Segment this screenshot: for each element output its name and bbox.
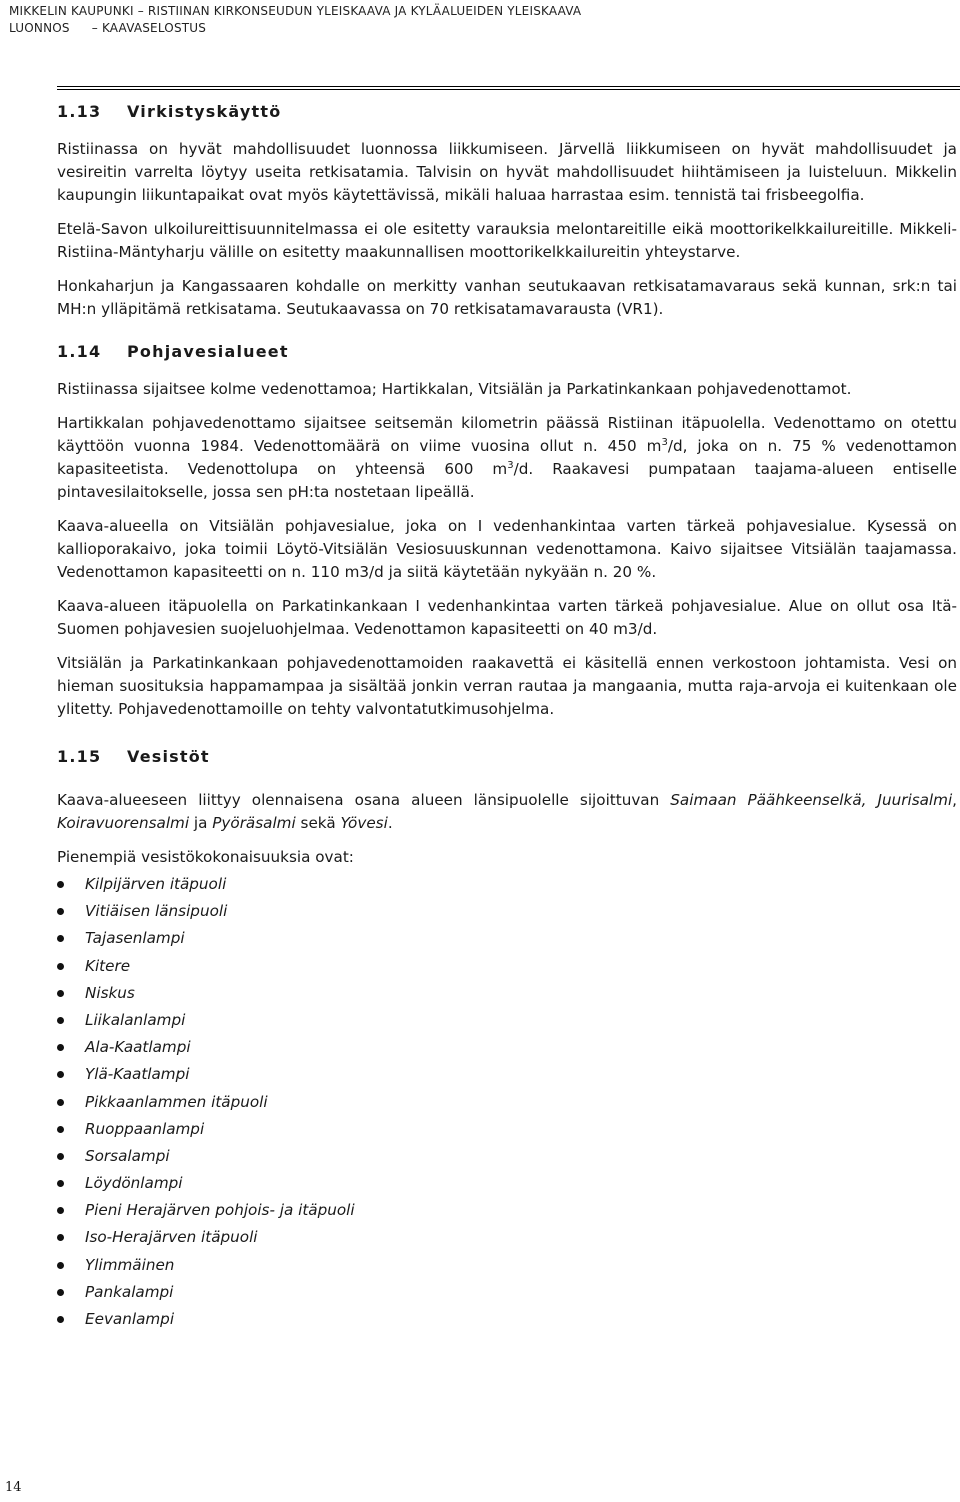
bullet-icon (57, 1207, 64, 1214)
list-item (57, 873, 957, 900)
superscript: 3 (507, 459, 514, 471)
paragraph: Honkaharjun ja Kangassaaren kohdalle on merkitty vanhan seutukaavan retkisatamavaraus sekä kunnan, srk:n tai MH:n ylläpitämä retkisatama. Seutukaavassa on 70 retkisatamavarausta (VR1). (57, 277, 957, 318)
header-rule (57, 86, 960, 87)
list-item (57, 955, 957, 982)
list-item-label: Sorsalampi (85, 1146, 170, 1165)
list-item-label: Eevanlampi (85, 1310, 175, 1328)
bullet-icon (57, 1316, 64, 1323)
page-content (57, 102, 957, 1335)
list-item-label: Niskus (85, 983, 135, 1002)
paragraph (57, 789, 957, 835)
bullet-icon (57, 1289, 64, 1296)
text-run: . (387, 814, 393, 832)
bullet-icon (57, 1180, 64, 1187)
list-item-label: Löydönlampi (85, 1174, 183, 1193)
place-name: Saimaan Päähkeenselkä, Juurisalmi (670, 791, 953, 809)
paragraph (57, 412, 957, 504)
paragraph: Kaava-alueella on Vitsiälän pohjavesialue, joka on I vedenhankintaa varten tärkeä pohjavesialue. Kysessä on kallioporakaivo, joka toimii Löytö-Vitsiälän Vesiosuuskunnan vedenottamona. Kaivo sijaitsee Vitsiälän taajamassa. Vedenottamon kapasiteetti on n. 110 m3/d ja siitä käytetään nykyään n. 20 %. (57, 517, 957, 581)
bullet-icon (57, 1071, 64, 1078)
section-heading-1-13 (57, 102, 957, 121)
header-status: LUONNOS (9, 21, 70, 35)
text-run: sekä (295, 814, 341, 832)
list-item-label: Ala-Kaatlampi (85, 1038, 191, 1057)
section-heading-1-14 (57, 342, 957, 361)
list-item (57, 900, 957, 927)
list-intro: Pienempiä vesistökokonaisuuksia ovat: (57, 848, 354, 866)
header-line-1: MIKKELIN KAUPUNKI – RISTIINAN KIRKONSEUDUN YLEISKAAVA JA KYLÄALUEIDEN YLEISKAAVA (9, 4, 582, 18)
bullet-icon (57, 990, 64, 997)
bullet-icon (57, 1044, 64, 1051)
text-run: Hartikkalan pohjavedenottamo sijaitsee seitsemän kilometrin päässä Ristiinan itäpuolella. Vedenottamo on otettu käyttöön vuonna 1984. Vedenottomäärä on viime vuosina ollut n. 450 m (57, 414, 957, 455)
water-body-list (57, 873, 957, 1335)
list-item-label: Ylimmäinen (85, 1255, 175, 1274)
list-item (57, 1063, 957, 1090)
list-item (57, 1009, 957, 1036)
section-title: Vesistöt (127, 747, 210, 766)
header-rule-second (57, 89, 960, 90)
list-item (57, 1036, 957, 1063)
list-item-label: Ruoppaanlampi (85, 1119, 205, 1138)
bullet-icon (57, 1153, 64, 1160)
list-item (57, 1308, 957, 1335)
superscript: 3 (661, 436, 668, 448)
section-number: 1.13 (57, 102, 102, 121)
text-run: ja (189, 814, 213, 832)
list-item (57, 1226, 957, 1253)
list-item-label: Ylä-Kaatlampi (85, 1065, 190, 1084)
text-run: /d, joka on n. 75 % vedenottamon kapasiteetista. Vedenottolupa on yhteensä 600 m (57, 437, 958, 478)
section-title: Virkistyskäyttö (127, 102, 282, 121)
bullet-icon (57, 1234, 64, 1241)
list-item (57, 1281, 957, 1308)
bullet-icon (57, 908, 64, 915)
list-item-label: Kitere (85, 956, 131, 975)
page-number: 14 (5, 1480, 22, 1495)
paragraph: Ristiinassa sijaitsee kolme vedenottamoa; Hartikkalan, Vitsiälän ja Parkatinkankaan pohjavedenottamot. (57, 380, 852, 398)
list-item (57, 982, 957, 1009)
text-run: Kaava-alueeseen liittyy olennaisena osana alueen länsipuolelle sijoittuvan (57, 791, 671, 809)
list-item-label: Pieni Herajärven pohjois- ja itäpuoli (85, 1201, 355, 1220)
list-item (57, 1091, 957, 1118)
paragraph: Etelä-Savon ulkoilureittisuunnitelmassa ei ole esitetty varauksia melontareitille eikä moottorikelkkailureitille. Mikkeli-Ristiina-Mäntyharju välille on esitetty maakunnallisen moottorikelkkailureitin yhteystarve. (57, 220, 957, 261)
paragraph: Ristiinassa on hyvät mahdollisuudet luonnossa liikkumiseen. Järvellä liikkumiseen on hyvät mahdollisuudet ja vesireitin varrelta löytyy useita retkisatamia. Talvisin on hyvät mahdollisuudet hiihtämiseen ja luisteluun. Mikkelin kaupungin liikuntapaikat ovat myös käytettävissä, mikäli haluaa harrastaa esim. tennistä tai frisbeegolfia. (57, 140, 957, 204)
running-header (9, 3, 581, 37)
section-title: Pohjavesialueet (127, 342, 289, 361)
list-item (57, 1118, 957, 1145)
paragraph: Kaava-alueen itäpuolella on Parkatinkankaan I vedenhankintaa varten tärkeä pohjavesialue. Alue on ollut osa Itä-Suomen pohjavesien suojeluohjelmaa. Vedenottamon kapasiteetti on 40 m3/d. (57, 597, 957, 638)
bullet-icon (57, 1126, 64, 1133)
list-item-label: Pikkaanlammen itäpuoli (85, 1092, 268, 1111)
text-run: , (952, 791, 957, 809)
list-item (57, 1199, 957, 1226)
text-run: /d. Raakavesi pumpataan taajama-alueen entiselle pintavesilaitokselle, jossa sen pH:ta nostetaan lipeällä. (57, 460, 957, 501)
list-item (57, 1145, 957, 1172)
header-doc-type: – KAAVASELOSTUS (91, 21, 207, 35)
list-item-label: Tajasenlampi (85, 929, 185, 948)
bullet-icon (57, 1262, 64, 1269)
bullet-icon (57, 1017, 64, 1024)
bullet-icon (57, 881, 64, 888)
place-name: Yövesi (340, 814, 388, 832)
bullet-icon (57, 963, 64, 970)
list-item (57, 1172, 957, 1199)
section-number: 1.15 (57, 747, 102, 766)
section-heading-1-15 (57, 747, 957, 766)
list-item (57, 1254, 957, 1281)
list-item-label: Pankalampi (85, 1282, 174, 1301)
bullet-icon (57, 1099, 64, 1106)
list-item-label: Kilpijärven itäpuoli (85, 875, 227, 893)
list-item-label: Iso-Herajärven itäpuoli (85, 1228, 258, 1247)
list-item-label: Liikalanlampi (85, 1010, 186, 1029)
paragraph: Vitsiälän ja Parkatinkankaan pohjavedenottamoiden raakavettä ei käsitellä ennen verkostoon johtamista. Vesi on hieman suosituksia happamampaa ja sisältää jonkin verran rautaa ja mangaania, mutta raja-arvoja ei kuitenkaan ole ylitetty. Pohjavedenottamoille on tehty valvontatutkimusohjelma. (57, 654, 957, 718)
header-line-2 (9, 20, 581, 37)
bullet-icon (57, 935, 64, 942)
place-name: Koiravuorensalmi (57, 814, 190, 832)
list-item-label: Vitiäisen länsipuoli (85, 902, 228, 921)
list-item (57, 927, 957, 954)
section-number: 1.14 (57, 342, 102, 361)
place-name: Pyöräsalmi (212, 814, 296, 832)
